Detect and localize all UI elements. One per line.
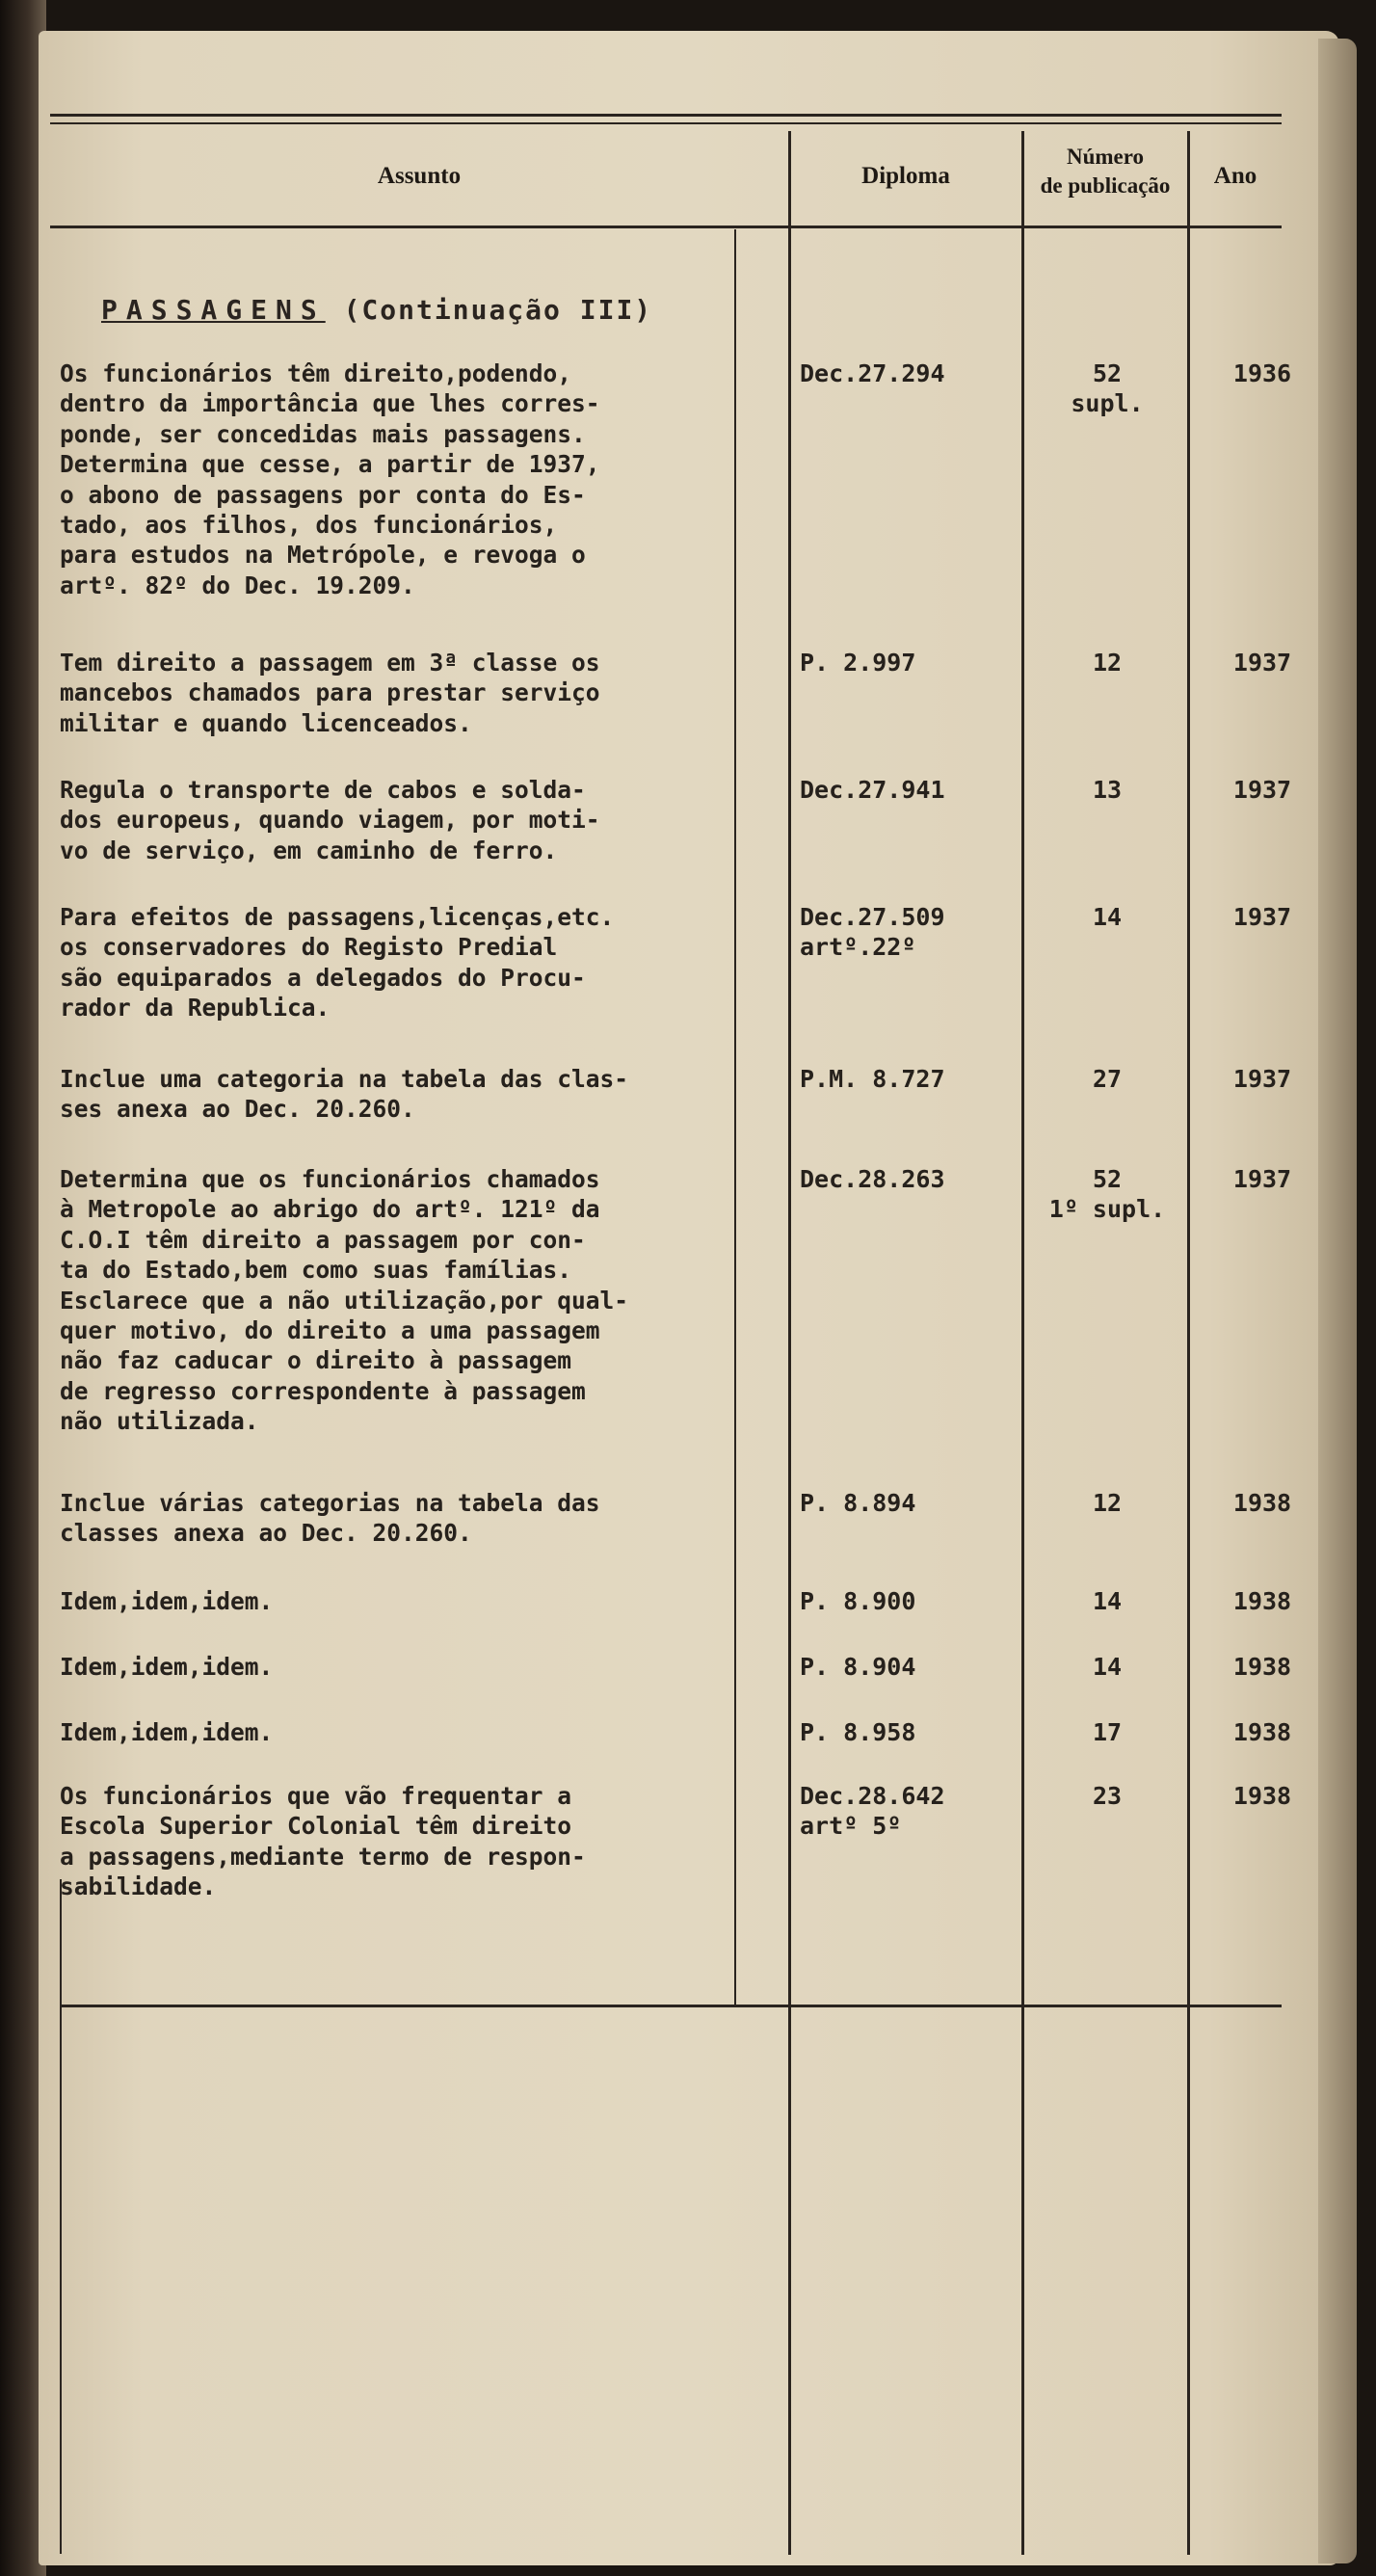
entry-text: Idem,idem,idem. — [60, 1653, 274, 1681]
entry-diploma: P. 8.958 — [800, 1718, 916, 1746]
entry-diploma: Dec.28.642 artº 5º — [800, 1782, 945, 1840]
entry-year: 1938 — [1232, 1718, 1292, 1746]
entry-number: 12 — [1092, 649, 1123, 677]
entry-text: Determina que os funcionários chamados à Metropole ao abrigo do artº. 121º da C.O.I têm direito a passagem por con- ta do Estado,bem como suas famílias. Esclarece que a não utilização,por qual- quer motivo, do direito a uma passagem não faz caducar o direito à passagem de regresso correspondente à passagem não utilizada. — [60, 1165, 629, 1436]
entry-text: Inclue várias categorias na tabela das classes anexa ao Dec. 20.260. — [60, 1489, 600, 1548]
entry-year: 1936 — [1232, 359, 1292, 387]
entry-text: Idem,idem,idem. — [60, 1587, 274, 1615]
top-rule-thin — [50, 122, 1282, 124]
entry-number: 52 1º supl. — [1048, 1165, 1166, 1223]
entry-year: 1937 — [1232, 1065, 1292, 1093]
header-subject: Assunto — [377, 163, 462, 189]
entry-number: 27 — [1092, 1065, 1123, 1093]
entry-diploma: Dec.27.941 — [800, 776, 945, 804]
entry-number: 23 — [1092, 1782, 1123, 1810]
entry-number: 52 supl. — [1071, 359, 1144, 417]
entry-diploma: P. 8.900 — [800, 1587, 916, 1615]
top-rule — [50, 114, 1282, 117]
entry-number: 13 — [1092, 776, 1123, 804]
section-title — [101, 294, 652, 326]
entry-year: 1937 — [1232, 776, 1292, 804]
header-rule — [50, 226, 1282, 228]
entry-number: 14 — [1092, 903, 1123, 931]
entry-diploma: P.M. 8.727 — [800, 1065, 945, 1093]
entry-year: 1937 — [1232, 649, 1292, 677]
bottom-rule — [60, 2005, 1282, 2007]
entry-text: Os funcionários que vão frequentar a Escola Superior Colonial têm direito a passagens,mediante termo de respon- sabilidade. — [60, 1782, 586, 1901]
entry-text: Idem,idem,idem. — [60, 1718, 274, 1746]
page-edge — [1318, 39, 1357, 2563]
entry-number: 14 — [1092, 1587, 1123, 1615]
section-name: PASSAGENS — [101, 294, 326, 326]
entry-year: 1937 — [1232, 1165, 1292, 1193]
entry-year: 1938 — [1232, 1489, 1292, 1517]
column-divider — [1187, 131, 1190, 2555]
entry-diploma: Dec.27.294 — [800, 359, 945, 387]
entry-number: 17 — [1092, 1718, 1123, 1746]
entry-year: 1938 — [1232, 1587, 1292, 1615]
entry-number: 12 — [1092, 1489, 1123, 1517]
entry-diploma: P. 2.997 — [800, 649, 916, 677]
section-continuation: (Continuação III) — [343, 294, 653, 326]
entry-year: 1938 — [1232, 1653, 1292, 1681]
entry-diploma: P. 8.904 — [800, 1653, 916, 1681]
entry-text: Para efeitos de passagens,licenças,etc. os conservadores do Registo Predial são equiparados a delegados do Procu- rador da Republica. — [60, 903, 615, 1022]
entry-text: Regula o transporte de cabos e solda- dos europeus, quando viagem, por moti- vo de serviço, em caminho de ferro. — [60, 776, 600, 864]
entry-text: Inclue uma categoria na tabela das clas- ses anexa ao Dec. 20.260. — [60, 1065, 629, 1124]
entry-diploma: Dec.27.509 artº.22º — [800, 903, 945, 961]
entry-text: Os funcionários têm direito,podendo, dentro da importância que lhes corres- ponde, ser concedidas mais passagens. Determina que cesse, a partir de 1937, o abono de passagens por conta do Es- tado, aos filhos, dos funcionários, para estudos na Metrópole, e revoga o artº. 82º do Dec. 19.209. — [60, 359, 600, 599]
entry-diploma: Dec.28.263 — [800, 1165, 945, 1193]
entry-text: Tem direito a passagem em 3ª classe os mancebos chamados para prestar serviço militar e quando licenceados. — [60, 649, 600, 737]
column-divider — [60, 1879, 62, 2554]
column-divider — [1021, 131, 1024, 2555]
header-diploma: Diploma — [861, 163, 950, 189]
entry-year: 1938 — [1232, 1782, 1292, 1810]
entry-year: 1937 — [1232, 903, 1292, 931]
header-number: Número de publicação — [1040, 145, 1171, 198]
entry-diploma: P. 8.894 — [800, 1489, 916, 1517]
header-year: Ano — [1213, 163, 1257, 189]
entry-number: 14 — [1092, 1653, 1123, 1681]
column-divider — [788, 131, 791, 2555]
